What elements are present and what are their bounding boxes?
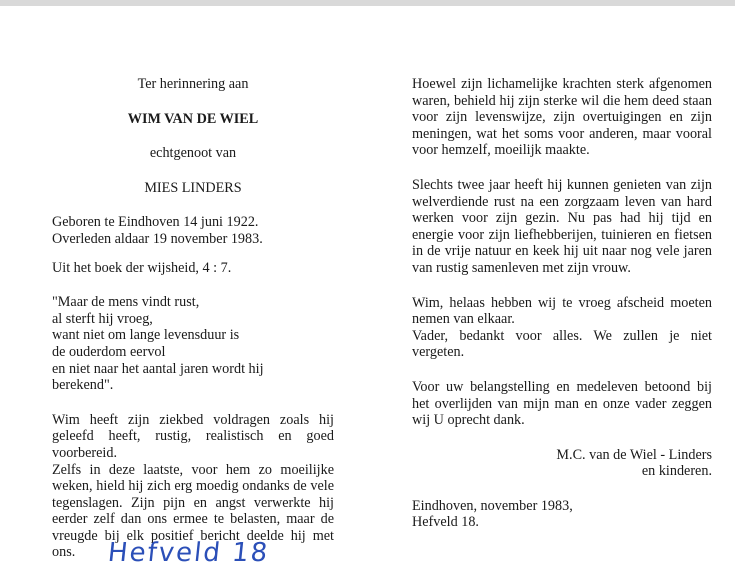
paragraph-strength: Hoewel zijn lichamelijke krachten sterk afgenomen waren, behield hij zijn sterke wil die hem deed staan voor zijn levenswijze, zijn overtuigingen en zijn meningen, wat het soms voor anderen, maar vooral voor hemzelf, moeilijk maakte. [412,76,712,159]
quote-source: Uit het boek der wijsheid, 4 : 7. [52,259,232,276]
signature-names: M.C. van de Wiel - Linders [556,446,712,463]
birth-line: Geboren te Eindhoven 14 juni 1922. [52,214,259,231]
paragraph-illness: Wim heeft zijn ziekbed voldragen zoals hij geleefd heeft, rustig, realistisch en goed voorbereid. [52,411,334,461]
paragraph-farewell: Wim, helaas hebben wij te vroeg afscheid moeten nemen van elkaar. [412,294,712,328]
deceased-name: WIM VAN DE WIEL [127,110,259,127]
death-line: Overleden aldaar 19 november 1983. [52,230,263,247]
left-column [52,76,334,561]
relation-text: echtgenoot van [149,145,237,162]
quote-text: "Maar de mens vindt rust, al sterft hij vroeg, want niet om lange levensduur is de ouderdom eervol en niet naar het aantal jaren wordt hij berekend". [52,294,264,394]
right-column [412,76,712,531]
card-top-edge [0,0,735,6]
paragraph-last-weeks: Zelfs in deze laatste, voor hem zo moeilijke weken, hield hij zich erg moedig ondanks de vele tegenslagen. Zijn pijn en angst verwerkte hij eerder zelf dan ons ermee te belasten, maar de vreugde bij elk positief bericht deelde hij met ons. [52,461,334,561]
address-line: Hefveld 18. [412,514,479,531]
signature-children: en kinderen. [641,463,712,480]
paragraph-thanks-father: Vader, bedankt voor alles. We zullen je niet vergeten. [412,327,712,361]
place-date: Eindhoven, november 1983, [412,497,573,514]
paragraph-gratitude: Voor uw belangstelling en medeleven betoond bij het overlijden van mijn man en onze vader zeggen wij U oprecht dank. [412,378,712,429]
spouse-name: MIES LINDERS [144,179,242,196]
intro-text: Ter herinnering aan [137,76,249,92]
paragraph-retirement: Slechts twee jaar heeft hij kunnen genieten van zijn welverdiende rust na een zorgzaam leven van hard werken voor zijn gezin. Nu pas had hij tijd en energie voor zijn liefhebberijen, tuinieren en fietsen in de vrije natuur en keek hij uit naar nog vele jaren van rustig samenleven met zijn vrouw. [412,176,712,276]
handwritten-note: Hefveld 18 [106,538,271,568]
